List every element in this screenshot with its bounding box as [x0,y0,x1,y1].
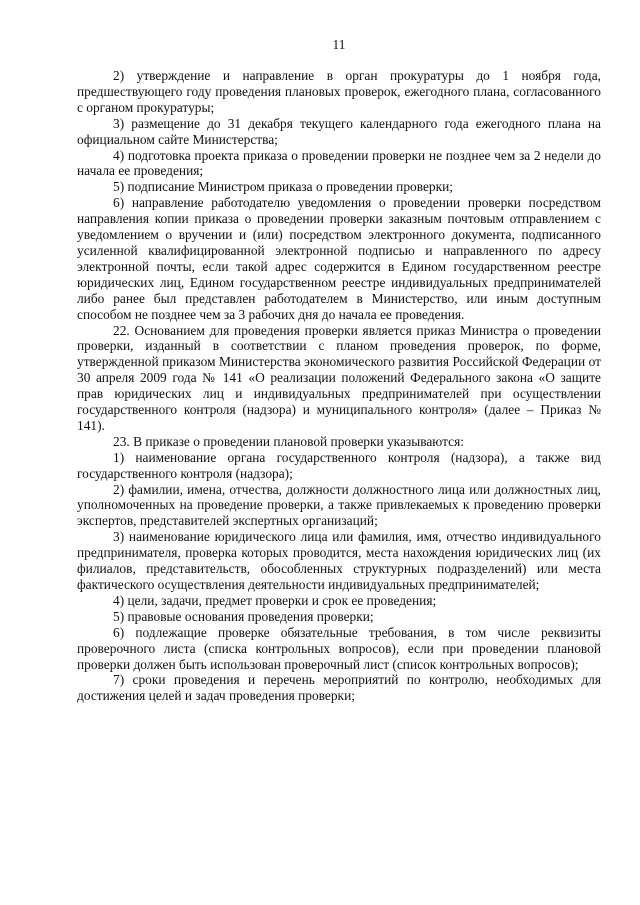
list-item-5-legal-basis: 5) правовые основания проведения проверки; [113,608,374,624]
list-item-3-entity: 3) наименование юридического лица или фамилия, имя, отчество индивидуального предпринимателя, проверка которых проводится, места нахождения юридических лиц (их филиалов, представительств, обособленных структурных подразделений) или места фактического осуществления деятельности индивидуальных предпринимателей; [77,529,601,592]
paragraph-5-signing: 5) подписание Министром приказа о проведении проверки; [113,179,454,195]
paragraph-4-order-draft: 4) подготовка проекта приказа о проведении проверки не позднее чем за 2 недели до начала ее проведения; [77,147,601,179]
paragraph-2-approval: 2) утверждение и направление в орган прокуратуры до 1 ноября года, предшествующего году проведения плановых проверок, ежегодного плана, согласованного с органом прокуратуры; [77,68,601,115]
list-item-6-requirements: 6) подлежащие проверке обязательные требования, в том числе реквизиты проверочного листа (списка контрольных вопросов), если при проведении плановой проверки должен быть использован проверочный лист (список контрольных вопросов); [77,624,601,672]
list-item-7-terms: 7) сроки проведения и перечень мероприятий по контролю, необходимых для достижения целей и задач проведения проверки; [77,672,601,704]
list-item-4-goals: 4) цели, задачи, предмет проверки и срок ее проведения; [113,592,437,608]
document-page [77,36,601,704]
paragraph-22-basis: 22. Основанием для проведения проверки является приказ Министра о проведении проверки, изданный в соответствии с планом проведения проверок, по форме, утвержденной приказом Министерства экономического развития Российской Федерации от 30 апреля 2009 года № 141 «О реализации положений Федерального закона «О защите прав юридических лиц и индивидуальных предпринимателей при осуществлении государственного контроля (надзора) и муниципального контроля» (далее – Приказ № 141). [77,322,601,433]
list-item-1-authority: 1) наименование органа государственного контроля (надзора), а также вид государственного контроля (надзора); [77,449,601,481]
paragraph-6-notification: 6) направление работодателю уведомления о проведении проверки посредством направления копии приказа о проведении проверки заказным почтовым отправлением с уведомлением о вручении и (или) посредством электронного документа, подписанного усиленной квалифицированной электронной подписью и направленного по адресу электронной почты, если такой адрес содержится в Едином государственном реестре юридических лиц, Едином государственном реестре индивидуальных предпринимателей либо ранее был представлен работодателем в Министерство, или иным доступным способом не позднее чем за 3 рабочих дня до начала ее проведения. [77,195,601,322]
paragraph-3-publication: 3) размещение до 31 декабря текущего календарного года ежегодного плана на официальном сайте Министерства; [77,115,601,147]
list-item-2-officials: 2) фамилии, имена, отчества, должности должностного лица или должностных лиц, уполномоченных на проведение проверки, а также привлекаемых к проведению проверки экспертов, представителей экспертных организаций; [77,481,601,529]
page-number: 11 [332,37,346,52]
paragraph-23-order-contents: 23. В приказе о проведении плановой проверки указываются: [113,433,464,449]
